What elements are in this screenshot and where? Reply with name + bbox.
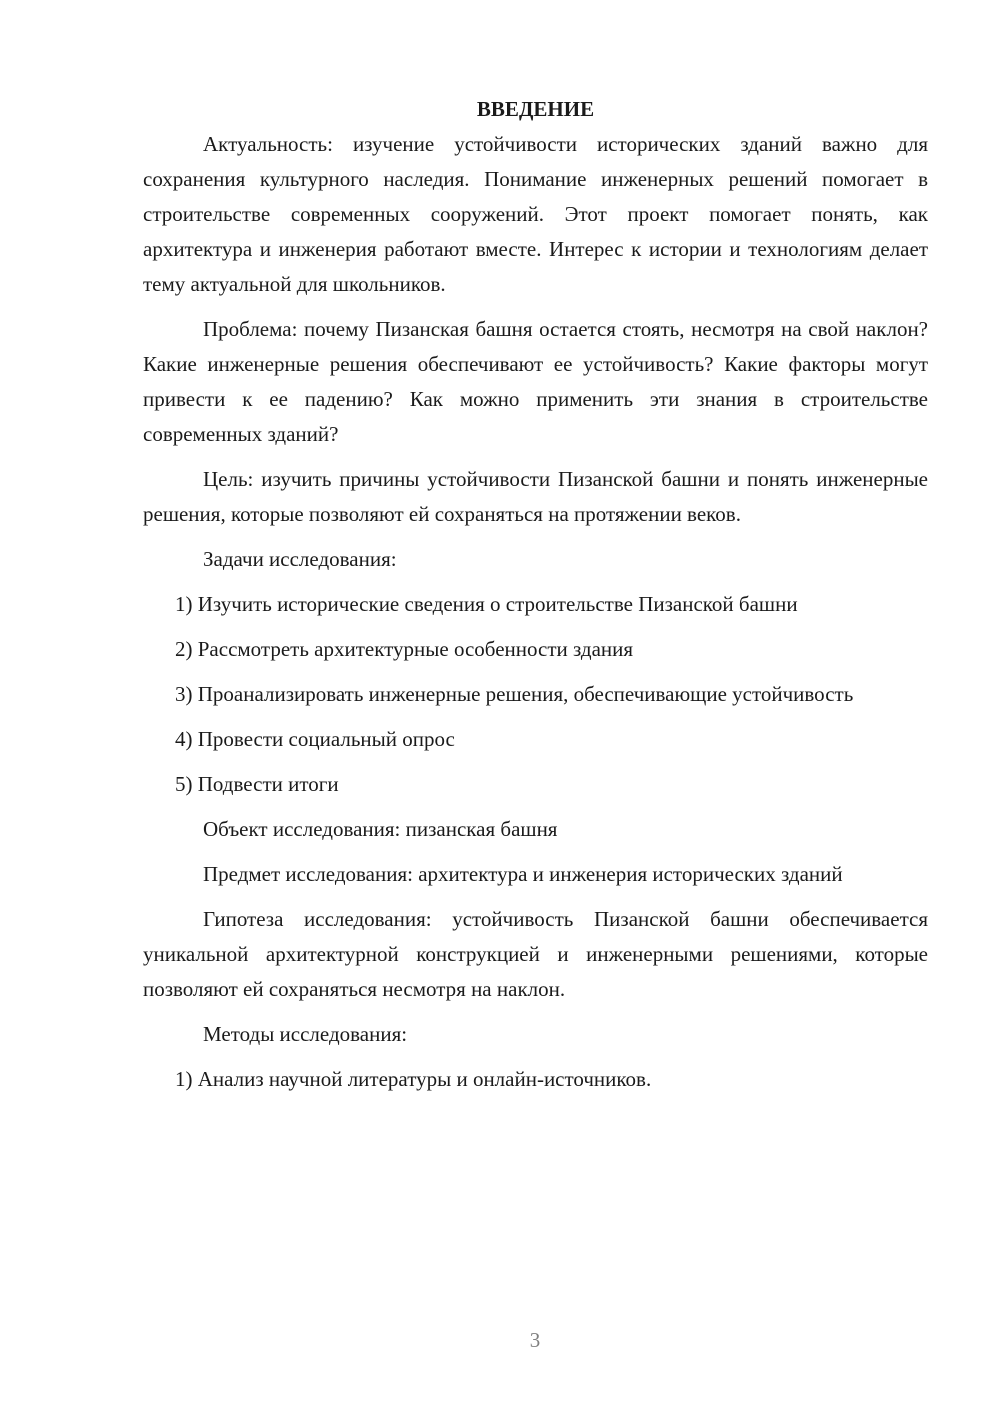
task-item: 4) Провести социальный опрос <box>175 727 455 751</box>
task-item: 1) Изучить исторические сведения о строительстве Пизанской башни <box>175 592 798 616</box>
problem-paragraph: Проблема: почему Пизанская башня остается стоять, несмотря на свой наклон? Какие инженерные решения обеспечивают ее устойчивость? Какие факторы могут привести к ее падению? Как можно применить эти знания в строительстве современных зданий? <box>143 317 928 446</box>
task-item: 5) Подвести итоги <box>175 772 339 796</box>
section-title: ВВЕДЕНИЕ <box>476 97 595 121</box>
task-item: 3) Проанализировать инженерные решения, обеспечивающие устойчивость <box>175 682 854 706</box>
relevance-paragraph: Актуальность: изучение устойчивости исторических зданий важно для сохранения культурного наследия. Понимание инженерных решений помогает в строительстве современных сооружений. Этот проект помогает понять, как архитектура и инженерия работают вместе. Интерес к истории и технологиям делает тему актуальной для школьников. <box>143 132 928 296</box>
tasks-heading: Задачи исследования: <box>203 547 397 571</box>
goal-paragraph: Цель: изучить причины устойчивости Пизанской башни и понять инженерные решения, которые позволяют ей сохраняться на протяжении веков. <box>143 467 928 526</box>
object-paragraph: Объект исследования: пизанская башня <box>203 817 558 841</box>
page-number: 3 <box>529 1328 541 1352</box>
methods-heading: Методы исследования: <box>203 1022 408 1046</box>
document-page <box>143 92 928 1107</box>
task-item: 2) Рассмотреть архитектурные особенности здания <box>175 637 634 661</box>
hypothesis-paragraph: Гипотеза исследования: устойчивость Пизанской башни обеспечивается уникальной архитектурной конструкцией и инженерными решениями, которые позволяют ей сохраняться несмотря на наклон. <box>143 907 928 1001</box>
method-item: 1) Анализ научной литературы и онлайн-источников. <box>175 1067 652 1091</box>
subject-paragraph: Предмет исследования: архитектура и инженерия исторических зданий <box>203 862 843 886</box>
